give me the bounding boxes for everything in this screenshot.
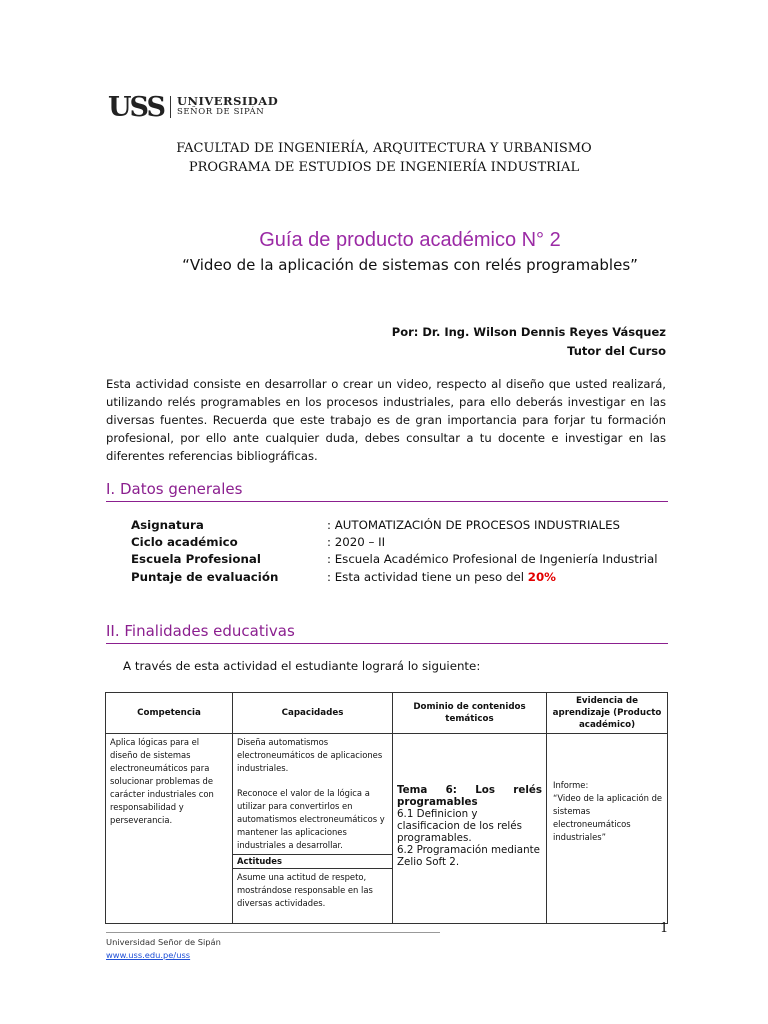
lead-sentence: A través de esta actividad el estudiante logrará lo siguiente:: [123, 659, 481, 673]
dominio-title: Tema 6: Los relés programables: [397, 784, 542, 808]
info-value: : Escuela Académico Profesional de Ingeniería Industrial: [327, 552, 658, 566]
competencies-table: [105, 692, 668, 924]
footer-divider: [106, 932, 440, 933]
program-name: PROGRAMA DE ESTUDIOS DE INGENIERÍA INDUSTRIAL: [188, 160, 580, 175]
logo-divider: [170, 96, 171, 118]
university-logo: [108, 92, 278, 122]
info-row: [131, 535, 691, 553]
header-dominio: Dominio de contenidos temáticos: [393, 693, 547, 734]
footer-organization: Universidad Señor de Sipán: [106, 937, 221, 947]
author-name: Por: Dr. Ing. Wilson Dennis Reyes Vásquez: [391, 325, 666, 339]
info-value: [327, 570, 556, 584]
capacidad-2: Reconoce el valor de la lógica a utilizar para convertirlos en automatismos electroneumáticos y mantener las aplicaciones industriales a desarrollar.: [237, 788, 385, 850]
author-role: Tutor del Curso: [567, 344, 666, 358]
logo-text: [177, 96, 278, 118]
dominio-item: 6.1 Definicion y clasificacion de los relés programables.: [397, 808, 522, 844]
evidencia-cell: [547, 734, 668, 924]
info-row: [131, 570, 691, 588]
footer-website-link[interactable]: www.uss.edu.pe/uss: [106, 950, 191, 960]
info-key: Ciclo académico: [131, 535, 238, 549]
info-key: Puntaje de evaluación: [131, 570, 279, 584]
evidencia-text: “Video de la aplicación de sistemas electroneumáticos industriales”: [553, 793, 663, 842]
info-key: Escuela Profesional: [131, 552, 261, 566]
section-datos-generales: I. Datos generales: [106, 480, 668, 502]
weight-percent: 20%: [527, 570, 556, 584]
faculty-name: FACULTAD DE INGENIERÍA, ARQUITECTURA Y URBANISMO: [176, 141, 592, 156]
weight-text: : Esta actividad tiene un peso del: [327, 570, 528, 584]
capacidad-1: Diseña automatismos electroneumáticos de aplicaciones industriales.: [237, 737, 383, 773]
guide-subtitle: “Video de la aplicación de sistemas con relés programables”: [182, 256, 638, 274]
dominio-cell: [393, 734, 547, 924]
actitud-text: Asume una actitud de respeto, mostrándose responsable en las diversas actividades.: [237, 872, 373, 908]
info-row: [131, 518, 691, 536]
dominio-item: 6.2 Programación mediante Zelio Soft 2.: [397, 844, 540, 868]
competencia-cell: Aplica lógicas para el diseño de sistemas electroneumáticos para solucionar problemas de carácter industriales con responsabilidad y perseverancia.: [106, 734, 233, 924]
table-row: [106, 734, 668, 924]
table-header-row: [106, 693, 668, 734]
header-evidencia: Evidencia de aprendizaje (Producto académico): [547, 693, 668, 734]
page-number: 1: [660, 921, 669, 936]
logo-mark: USS: [108, 91, 164, 123]
guide-title: Guía de producto académico N° 2: [259, 229, 561, 251]
section-finalidades: II. Finalidades educativas: [106, 622, 668, 644]
info-value: : AUTOMATIZACIÓN DE PROCESOS INDUSTRIALES: [327, 518, 621, 532]
header-capacidades: Capacidades: [233, 693, 393, 734]
info-key: Asignatura: [131, 518, 204, 532]
actitudes-label: Actitudes: [233, 854, 392, 869]
info-value: : 2020 – II: [327, 535, 386, 549]
logo-line2: SEÑOR DE SIPÁN: [176, 107, 265, 117]
logo-line1: UNIVERSIDAD: [176, 94, 279, 108]
header-competencia: Competencia: [106, 693, 233, 734]
intro-paragraph: Esta actividad consiste en desarrollar o crear un video, respecto al diseño que usted realizará, utilizando relés programables en los procesos industriales, para ello deberás investigar en las diversas fuentes. Recuerda que este trabajo es de gran importancia para forjar tu formación profesional, por ello ante cualquier duda, debes consultar a tu docente e investigar en las diferentes referencias bibliográficas.: [106, 377, 666, 463]
evidencia-label: Informe:: [553, 780, 589, 790]
capacidades-cell: [233, 734, 393, 924]
info-row: [131, 552, 691, 570]
